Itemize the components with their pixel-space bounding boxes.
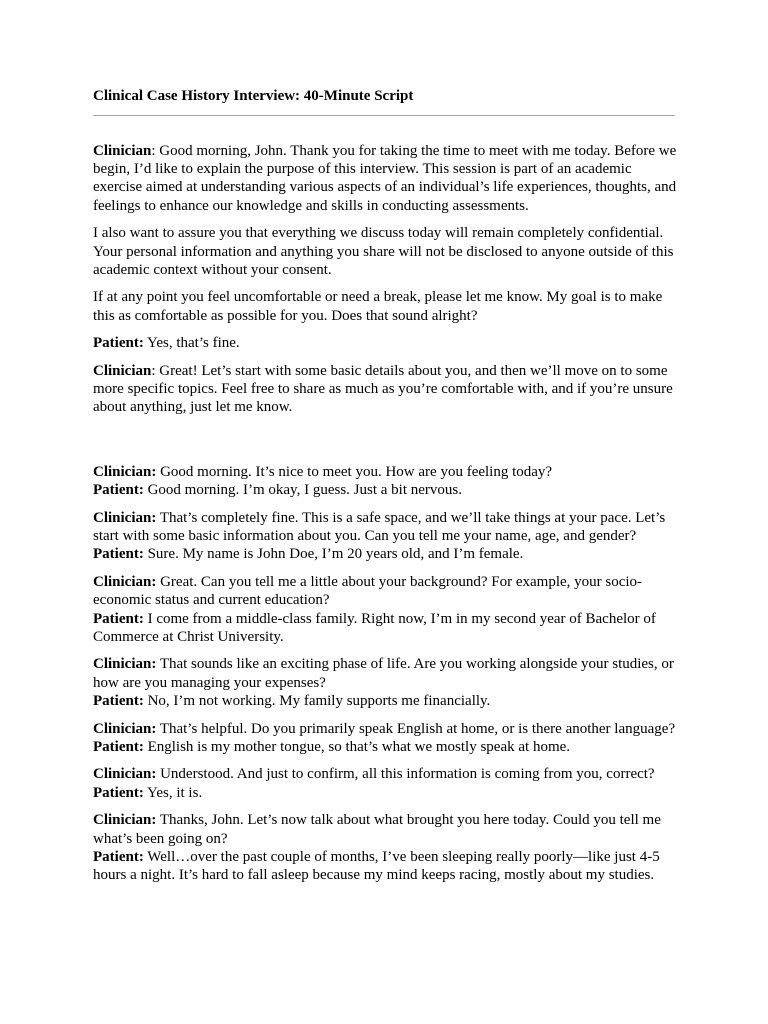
clinician-text: That’s helpful. Do you primarily speak English at home, or is there another language? xyxy=(156,720,676,737)
clinician-line xyxy=(93,655,677,691)
patient-line xyxy=(93,481,677,499)
patient-line xyxy=(93,692,677,710)
section-gap xyxy=(93,426,677,463)
document-body xyxy=(93,142,677,894)
document-title: Clinical Case History Interview: 40-Minute Script xyxy=(93,88,414,104)
clinician-line xyxy=(93,509,677,545)
clinician-label: Clinician: xyxy=(93,656,157,673)
patient-text: Well…over the past couple of months, I’ve been sleeping really poorly—like just 4-5 hours a night. It’s hard to fall asleep because my mind keeps racing, mostly about my studies. xyxy=(93,848,660,883)
speaker-label: Clinician xyxy=(93,363,152,380)
clinician-text: Thanks, John. Let’s now talk about what brought you here today. Could you tell me what’s been going on? xyxy=(93,812,661,847)
clinician-label: Clinician: xyxy=(93,464,157,481)
patient-text: English is my mother tongue, so that’s what we mostly speak at home. xyxy=(143,738,571,755)
paragraph-text: Yes, that’s fine. xyxy=(143,335,240,352)
patient-text: Yes, it is. xyxy=(143,784,203,801)
patient-label: Patient: xyxy=(93,848,144,865)
exchange-block xyxy=(93,509,677,564)
patient-line xyxy=(93,848,677,884)
speaker-label: Patient: xyxy=(93,335,144,352)
clinician-label: Clinician: xyxy=(93,720,157,737)
exchange-block xyxy=(93,811,677,884)
clinician-line xyxy=(93,573,677,609)
intro-paragraph-patient-reply xyxy=(93,334,677,352)
paragraph-text: If at any point you feel uncomfortable or need a break, please let me know. My goal is to make this as comfortable as possible for you. Does that sound alright? xyxy=(93,289,663,324)
intro-paragraph-clinician-start xyxy=(93,362,677,417)
exchange-block xyxy=(93,720,677,756)
clinician-label: Clinician: xyxy=(93,812,157,829)
clinician-line xyxy=(93,463,677,481)
clinician-text: That’s completely fine. This is a safe space, and we’ll take things at your pace. Let’s start with some basic information about you. Can you tell me your name, age, and gender? xyxy=(93,510,666,545)
exchange-block xyxy=(93,765,677,801)
clinician-label: Clinician: xyxy=(93,510,157,527)
clinician-line xyxy=(93,720,677,738)
exchange-block xyxy=(93,655,677,710)
patient-label: Patient: xyxy=(93,692,144,709)
clinician-text: Understood. And just to confirm, all this information is coming from you, correct? xyxy=(156,766,655,783)
paragraph-text: Good morning, John. Thank you for taking the time to meet with me today. Before we begin, I’d like to explain the purpose of this interview. This session is part of an academic exercise aimed at understanding various aspects of an individual’s life experiences, thoughts, and feelings to enhance our knowledge and skills in conducting assessments. xyxy=(93,143,677,214)
clinician-line xyxy=(93,811,677,847)
patient-line xyxy=(93,784,677,802)
exchange-block xyxy=(93,463,677,499)
speaker-separator: : xyxy=(151,363,156,380)
intro-paragraph-confidentiality xyxy=(93,224,677,279)
paragraph-text: Great! Let’s start with some basic details about you, and then we’ll move on to some more specific topics. Feel free to share as much as you’re comfortable with, and if you’re unsure about anything, just let me know. xyxy=(93,363,673,416)
intro-paragraph-clinician-purpose xyxy=(93,142,677,215)
clinician-text: Great. Can you tell me a little about your background? For example, your socio-economic status and current education? xyxy=(93,574,643,609)
intro-paragraph-comfort xyxy=(93,288,677,324)
clinician-label: Clinician: xyxy=(93,574,157,591)
patient-text: No, I’m not working. My family supports me financially. xyxy=(143,692,491,709)
patient-label: Patient: xyxy=(93,784,144,801)
speaker-label: Clinician xyxy=(93,143,152,159)
patient-text: Good morning. I’m okay, I guess. Just a bit nervous. xyxy=(143,482,462,499)
speaker-separator: : xyxy=(151,143,156,159)
patient-label: Patient: xyxy=(93,610,144,627)
patient-text: I come from a middle-class family. Right now, I’m in my second year of Bachelor of Commerce at Christ University. xyxy=(93,610,656,645)
patient-line xyxy=(93,545,677,563)
title-divider xyxy=(93,115,675,116)
patient-label: Patient: xyxy=(93,482,144,499)
patient-line xyxy=(93,738,677,756)
exchange-block xyxy=(93,573,677,646)
clinician-label: Clinician: xyxy=(93,766,157,783)
clinician-text: Good morning. It’s nice to meet you. How are you feeling today? xyxy=(156,464,553,481)
patient-label: Patient: xyxy=(93,546,144,563)
clinician-text: That sounds like an exciting phase of life. Are you working alongside your studies, or how are you managing your expenses? xyxy=(93,656,674,691)
paragraph-text: I also want to assure you that everything we discuss today will remain completely confidential. Your personal information and anything you share will not be disclosed to anyone outside of this academic context without your consent. xyxy=(93,225,674,278)
patient-line xyxy=(93,610,677,646)
patient-label: Patient: xyxy=(93,738,144,755)
patient-text: Sure. My name is John Doe, I’m 20 years old, and I’m female. xyxy=(143,546,524,563)
clinician-line xyxy=(93,765,677,783)
